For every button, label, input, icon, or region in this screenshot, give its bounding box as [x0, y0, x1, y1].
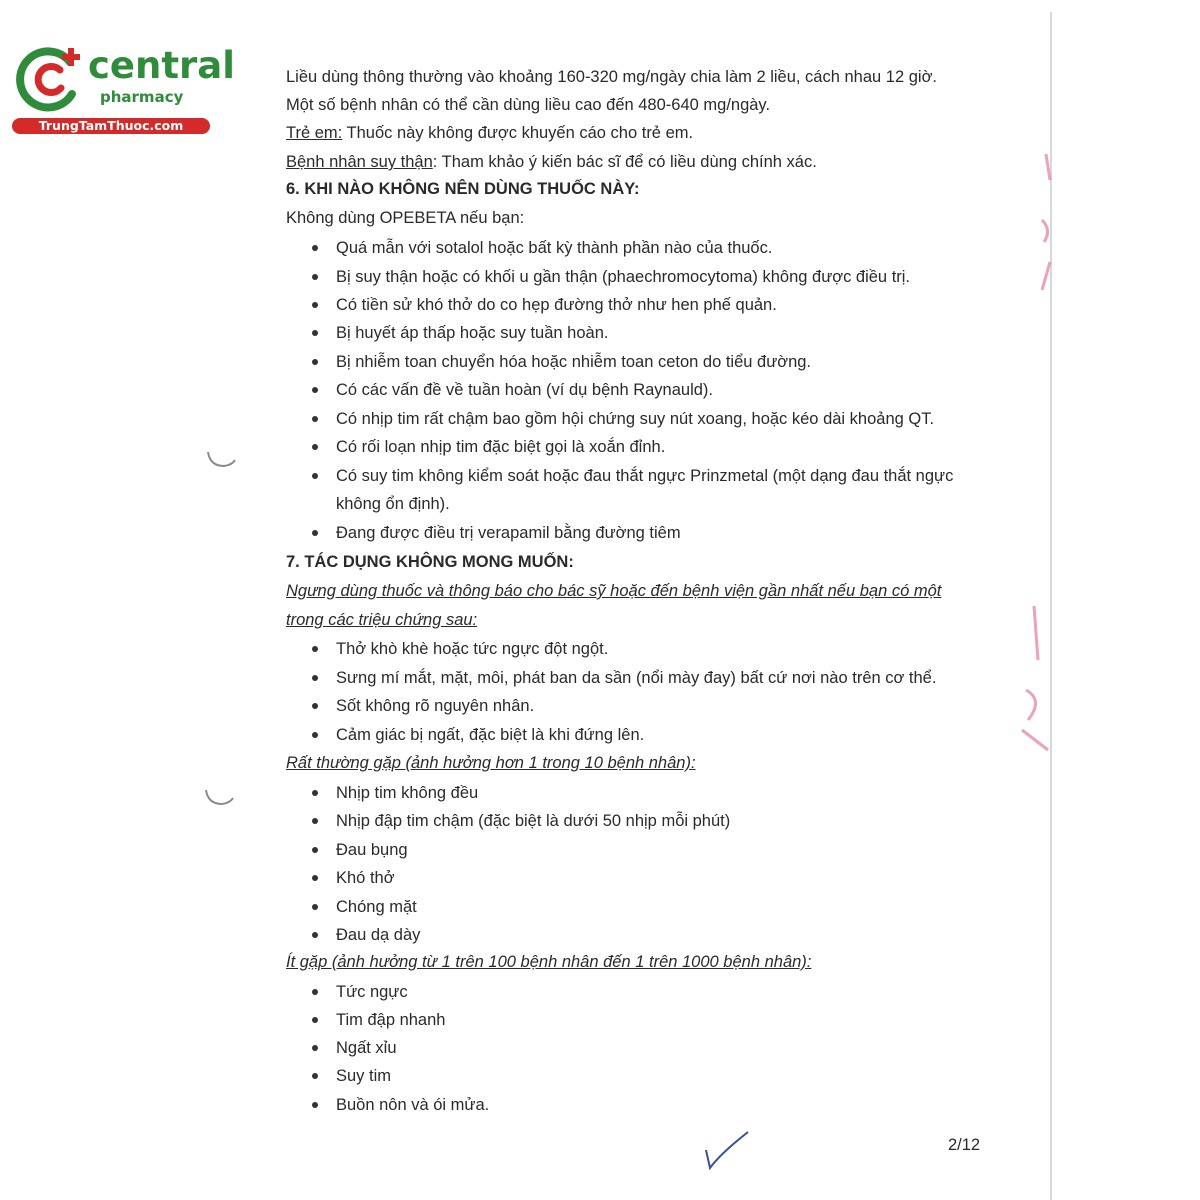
bullet	[312, 1045, 318, 1051]
very-common-item: Khó thở	[336, 869, 395, 887]
bullet	[312, 989, 318, 995]
uncommon-label: Ít gặp (ảnh hưởng từ 1 trên 100 bệnh nhân đến 1 trên 1000 bệnh nhân):	[286, 953, 812, 971]
contraindication-item: Quá mẫn với sotalol hoặc bất kỳ thành phần nào của thuốc.	[336, 239, 773, 257]
symptom-item: Thở khò khè hoặc tức ngực đột ngột.	[336, 640, 609, 658]
contraindication-item: Đang được điều trị verapamil bằng đường tiêm	[336, 524, 681, 542]
uncommon-item: Buồn nôn và ói mửa.	[336, 1096, 490, 1114]
contraindication-item: Có các vấn đề về tuần hoàn (ví dụ bệnh Raynauld).	[336, 381, 713, 399]
contraindication-item: Có tiền sử khó thở do co hẹp đường thở như hen phế quản.	[336, 296, 777, 314]
logo-site-badge: TrungTamThuoc.com	[12, 118, 210, 134]
bullet	[312, 904, 318, 910]
bullet	[312, 359, 318, 365]
uncommon-item: Tim đập nhanh	[336, 1011, 446, 1029]
symptom-item: Sưng mí mắt, mặt, môi, phát ban da sần (nổi mày đay) bất cứ nơi nào trên cơ thể.	[336, 669, 937, 687]
contraindication-item: Bị nhiễm toan chuyển hóa hoặc nhiễm toan ceton do tiểu đường.	[336, 353, 812, 371]
children-text: Thuốc này không được khuyến cáo cho trẻ em.	[342, 124, 694, 142]
section-7-title: 7. TÁC DỤNG KHÔNG MONG MUỐN:	[286, 553, 574, 571]
very-common-item: Đau bụng	[336, 841, 408, 859]
contraindication-item: Bị huyết áp thấp hoặc suy tuần hoàn.	[336, 324, 609, 342]
section-6-title: 6. KHI NÀO KHÔNG NÊN DÙNG THUỐC NÀY:	[286, 180, 640, 198]
bullet	[312, 1017, 318, 1023]
bullet	[312, 875, 318, 881]
section-7-warning: trong các triệu chứng sau:	[286, 611, 478, 629]
uncommon-item: Tức ngực	[336, 983, 408, 1001]
bullet	[312, 1102, 318, 1108]
uncommon-item: Ngất xỉu	[336, 1039, 397, 1057]
bullet	[312, 416, 318, 422]
bullet	[312, 302, 318, 308]
bullet	[312, 847, 318, 853]
bullet	[312, 444, 318, 450]
symptom-item: Sốt không rõ nguyên nhân.	[336, 697, 535, 715]
contraindication-item: Có suy tim không kiểm soát hoặc đau thắt ngực Prinzmetal (một dạng đau thắt ngực	[336, 467, 954, 485]
contraindication-item: Bị suy thận hoặc có khối u gần thận (phaechromocytoma) không được điều trị.	[336, 268, 911, 286]
children-dosage	[286, 122, 693, 144]
contraindication-item: Có nhịp tim rất chậm bao gồm hội chứng suy nút xoang, hoặc kéo dài khoảng QT.	[336, 410, 935, 428]
dosage-line: Một số bệnh nhân có thể cần dùng liều cao đến 480-640 mg/ngày.	[286, 96, 771, 114]
bullet	[312, 473, 318, 479]
symptom-item: Cảm giác bị ngất, đặc biệt là khi đứng lên.	[336, 726, 645, 744]
bullet	[312, 330, 318, 336]
bullet	[312, 387, 318, 393]
bullet	[312, 274, 318, 280]
renal-text: : Tham khảo ý kiến bác sĩ để có liều dùng chính xác.	[432, 153, 817, 171]
bullet	[312, 646, 318, 652]
bullet	[312, 732, 318, 738]
section-6-intro: Không dùng OPEBETA nếu bạn:	[286, 209, 525, 227]
page-number: 2/12	[948, 1136, 981, 1154]
bullet	[312, 530, 318, 536]
bullet	[312, 818, 318, 824]
renal-dosage	[286, 151, 817, 173]
renal-label: Bệnh nhân suy thận	[286, 153, 433, 171]
very-common-item: Chóng mặt	[336, 898, 417, 916]
very-common-item: Nhịp tim không đều	[336, 784, 479, 802]
very-common-label: Rất thường gặp (ảnh hưởng hơn 1 trong 10 bệnh nhân):	[286, 754, 696, 772]
bullet	[312, 675, 318, 681]
uncommon-item: Suy tim	[336, 1067, 392, 1085]
bullet	[312, 703, 318, 709]
dosage-line: Liều dùng thông thường vào khoảng 160-320 mg/ngày chia làm 2 liều, cách nhau 12 giờ.	[286, 68, 937, 86]
contraindication-item: Có rối loạn nhịp tim đặc biệt gọi là xoắn đỉnh.	[336, 438, 666, 456]
bullet	[312, 245, 318, 251]
very-common-item: Nhịp đập tim chậm (đặc biệt là dưới 50 nhịp mỗi phút)	[336, 812, 731, 830]
logo-wordmark: central	[88, 44, 235, 87]
section-7-warning: Ngưng dùng thuốc và thông báo cho bác sỹ hoặc đến bệnh viện gần nhất nếu bạn có một	[286, 582, 942, 600]
contraindication-item-continued: không ổn định).	[336, 495, 450, 513]
bullet	[312, 790, 318, 796]
very-common-item: Đau dạ dày	[336, 926, 421, 944]
logo-subtitle: pharmacy	[100, 88, 184, 106]
bullet	[312, 1073, 318, 1079]
children-label: Trẻ em:	[286, 124, 343, 142]
bullet	[312, 932, 318, 938]
